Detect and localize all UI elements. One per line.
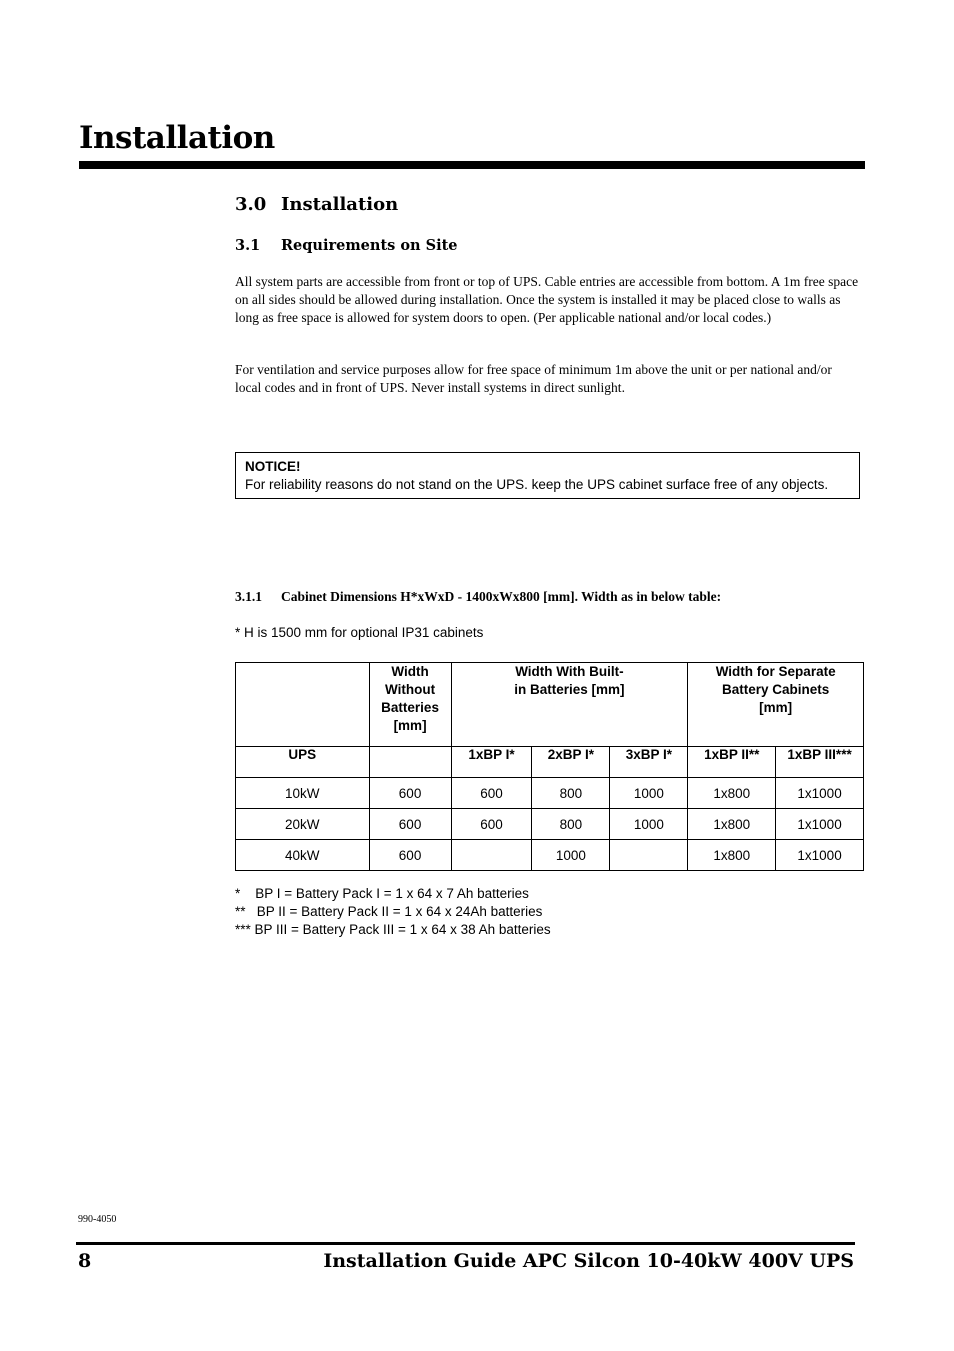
table-row [236, 840, 864, 871]
table-cell: 600 [451, 809, 532, 840]
table-header-built-in-batteries: Width With Built-in Batteries [mm] [451, 663, 688, 747]
paragraph-ventilation: For ventilation and service purposes allow for free space of minimum 1m above the unit or per national and/or local codes and in front of UPS. Never install systems in direct sunlight. [235, 362, 832, 395]
table-cell: 600 [369, 778, 451, 809]
table-row [236, 778, 864, 809]
paragraph-access: All system parts are accessible from front or top of UPS. Cable entries are accessible from bottom. A 1m free space on all sides should be allowed during installation. Once the system is installed it may be placed close to walls as long as free space is allowed for system doors to open. (Per applicable national and/or local codes.) [235, 274, 859, 325]
subsection-title: Requirements on Site [281, 237, 458, 254]
table-subheader-1xbp1: 1xBP I* [451, 747, 532, 778]
table-cell: 1x800 [688, 809, 776, 840]
subsection-dimensions-title: Cabinet Dimensions H*xWxD - 1400xWx800 [mm]. Width as in below table: [281, 589, 722, 604]
table-cell: 1x1000 [776, 840, 864, 871]
table-cell: 1000 [532, 840, 610, 871]
table-cell: 1000 [610, 809, 688, 840]
table-cell: 1x800 [688, 840, 776, 871]
table-subheader-3xbp1: 3xBP I* [610, 747, 688, 778]
table-row [236, 809, 864, 840]
table-cell: 40kW [236, 840, 370, 871]
table-cell: 1x1000 [776, 778, 864, 809]
height-note: * H is 1500 mm for optional IP31 cabinets [235, 625, 484, 640]
table-cell: 1000 [610, 778, 688, 809]
subsection-dimensions-number: 3.1.1 [235, 589, 262, 604]
table-cell [610, 840, 688, 871]
table-cell: 10kW [236, 778, 370, 809]
document-number: 990-4050 [78, 1214, 117, 1225]
table-subheader-1xbp3: 1xBP III*** [776, 747, 864, 778]
table-subheader-2xbp1: 2xBP I* [532, 747, 610, 778]
notice-box [235, 452, 860, 499]
chapter-rule [79, 161, 865, 169]
table-header-without-batteries: Width Without Batteries [mm] [369, 663, 451, 747]
table-cell: 1x1000 [776, 809, 864, 840]
table-cell: 20kW [236, 809, 370, 840]
notice-text: For reliability reasons do not stand on the UPS. keep the UPS cabinet surface free of any objects. [245, 477, 829, 492]
table-cell [451, 840, 532, 871]
chapter-title: Installation [79, 120, 275, 156]
table-cell: 600 [451, 778, 532, 809]
dimensions-table [235, 662, 864, 871]
table-subheader-blank [369, 747, 451, 778]
footnote-bp1: * BP I = Battery Pack I = 1 x 64 x 7 Ah batteries [235, 886, 529, 901]
guide-title: Installation Guide APC Silcon 10-40kW 400V UPS [323, 1250, 854, 1272]
table-cell: 600 [369, 809, 451, 840]
table-cell: 1x800 [688, 778, 776, 809]
footnote-bp3: *** BP III = Battery Pack III = 1 x 64 x 38 Ah batteries [235, 922, 551, 937]
table-header-separate-cabinets: Width for Separate Battery Cabinets [mm] [688, 663, 864, 747]
table-header-empty [236, 663, 370, 747]
table-subheader-1xbp2: 1xBP II** [688, 747, 776, 778]
table-subheader-ups: UPS [236, 747, 370, 778]
subsection-number: 3.1 [235, 237, 261, 254]
subsection-heading-dimensions [235, 589, 721, 605]
table-cell: 800 [532, 778, 610, 809]
notice-title: NOTICE! [245, 459, 301, 474]
footer-rule [76, 1242, 855, 1245]
section-title: Installation [281, 194, 399, 215]
footnote-bp2: ** BP II = Battery Pack II = 1 x 64 x 24Ah batteries [235, 904, 543, 919]
table-cell: 800 [532, 809, 610, 840]
table-sub-header-row [236, 747, 864, 778]
subsection-heading [235, 237, 458, 254]
page-number: 8 [78, 1250, 92, 1272]
section-number: 3.0 [235, 194, 267, 215]
table-group-header-row [236, 663, 864, 747]
table-cell: 600 [369, 840, 451, 871]
section-heading [235, 194, 398, 215]
